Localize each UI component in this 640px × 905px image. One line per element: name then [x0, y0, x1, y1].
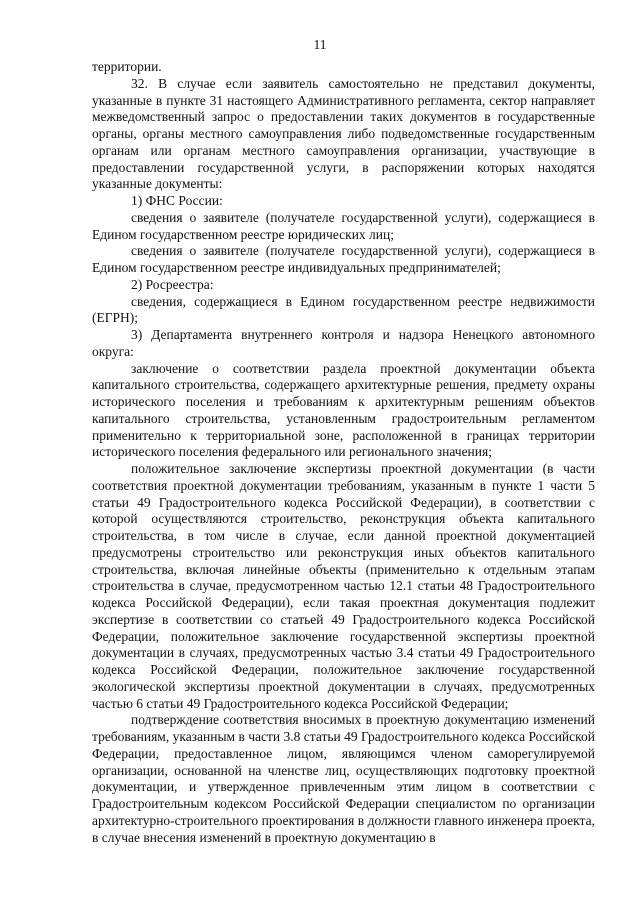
- paragraph-clause-32: 32. В случае если заявитель самостоятельно не представил документы, указанные в пункте 31 настоящего Административного регламента, сектор направляет межведомственный запрос о предоставлении таких документов в государственные органы, органы местного самоуправления либо подведомственные государственным органам или органам местного самоуправления организации, участвующие в предоставлении государственной услуги, в распоряжении которых находятся указанные документы:: [92, 75, 595, 192]
- paragraph-continuation: территории.: [92, 59, 162, 74]
- document-body: [92, 59, 595, 846]
- paragraph-historic-conclusion: заключение о соответствии раздела проектной документации объекта капитального строительства, содержащего архитектурные решения, предмету охраны исторического поселения и требованиям к архитектурным решениям объектов капитального строительства, установленным градостроительным регламентом применительно к территориальной зоне, расположенной в границах территории исторического поселения федерального или регионального значения;: [92, 360, 595, 460]
- paragraph-fns-egrip: сведения о заявителе (получателе государственной услуги), содержащиеся в Едином государственном реестре индивидуальных предпринимателей;: [92, 243, 595, 275]
- paragraph-expertise-conclusion: положительное заключение экспертизы проектной документации (в части соответствия проектной документации требованиям, указанным в пункте 1 части 5 статьи 49 Градостроительного кодекса Российской Федерации), в соответствии с которой осуществляются строительство, реконструкция объекта капитального строительства, в том числе в случае, если данной проектной документацией предусмотрены строительство или реконструкция иных объектов капитального строительства, включая линейные объекты (применительно к отдельным этапам строительства в случае, предусмотренном частью 12.1 статьи 48 Градостроительного кодекса Российской Федерации), если такая проектная документация подлежит экспертизе в соответствии со статьей 49 Градостроительного кодекса Российской Федерации, положительное заключение государственной экспертизы проектной документации в случаях, предусмотренных частью 3.4 статьи 49 Градостроительного кодекса Российской Федерации, положительное заключение государственной экологической экспертизы проектной документации в случаях, предусмотренных частью 6 статьи 49 Градостроительного кодекса Российской Федерации;: [92, 461, 595, 711]
- paragraph-rosreestr-heading: 2) Росреестра:: [131, 276, 214, 292]
- paragraph-department-heading: 3) Департамента внутреннего контроля и надзора Ненецкого автономного округа:: [92, 327, 595, 359]
- paragraph-fns-heading: 1) ФНС России:: [131, 193, 223, 208]
- paragraph-fns-egrul: сведения о заявителе (получателе государственной услуги), содержащиеся в Едином государственном реестре юридических лиц;: [92, 209, 595, 242]
- page-number: 11: [313, 37, 327, 52]
- paragraph-changes-confirmation: подтверждение соответствия вносимых в проектную документацию изменений требованиям, указанным в части 3.8 статьи 49 Градостроительного кодекса Российской Федерации, предоставленное лицом, являющимся членом саморегулируемой организации, основанной на членстве лиц, осуществляющих подготовку проектной документации, и утвержденное привлеченным этим лицом в соответствии с Градостроительным кодексом Российской Федерации специалистом по организации архитектурно-строительного проектирования в должности главного инженера проекта, в случае внесения изменений в проектную документацию в: [92, 712, 595, 845]
- paragraph-rosreestr-egrn: сведения, содержащиеся в Едином государственном реестре недвижимости (ЕГРН);: [92, 293, 595, 326]
